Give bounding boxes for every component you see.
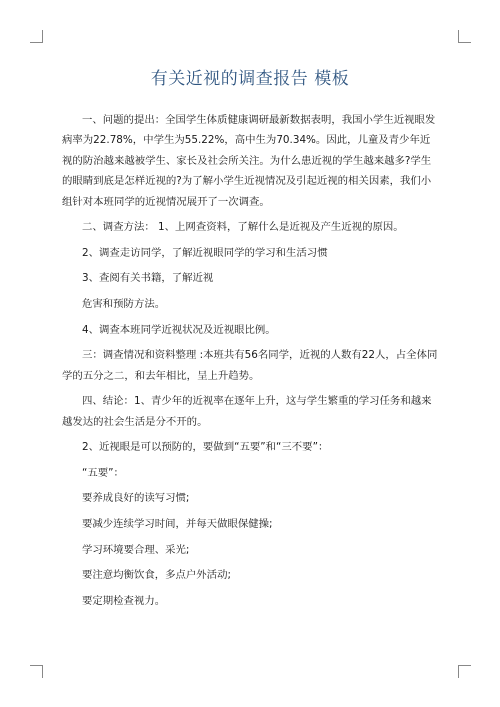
page-corner-mark-top-left [30, 30, 43, 43]
list-item: 要养成良好的读写习惯; [82, 492, 190, 505]
paragraph-method-4: 4、调查本班同学近视状况及近视眼比例。 [82, 323, 276, 336]
paragraph-problem: 一、问题的提出：全国学生体质健康调研最新数据表明，我国小学生近视眼发病率为22.78%，中学生为55.22%，高中生为70.34%。因此，儿童及青少年近视的防治越来越被学生、家长及社会所关注。为什么患近视的学生越来越多?学生的眼睛到底是怎样近视的?为了解小学生近视情况及引起近视的相关因素，我们小组针对本班同学的近视情况展开了一次调查。 [62, 114, 436, 208]
paragraph-five-musts-heading: “五要”： [82, 466, 124, 479]
paragraph-conclusion-1: 四、结论：1、青少年的近视率在逐年上升，这与学生繁重的学习任务和越来越发达的社会生活是分不开的。 [62, 395, 432, 428]
paragraph-survey-results: 三：调查情况和资料整理 :本班共有56名同学，近视的人数有22人，占全体同学的五分之二，和去年相比，呈上升趋势。 [62, 349, 438, 382]
list-item: 要注意均衡饮食，多点户外活动; [82, 569, 231, 582]
paragraph-method-3: 3、查阅有关书籍，了解近视 [82, 272, 214, 285]
list-item: 学习环境要合理、采光; [82, 543, 190, 556]
paragraph-method-1: 二、调查方法： 1、上网查资料，了解什么是近视及产生近视的原因。 [82, 221, 404, 234]
paragraph-method-2: 2、调查走访同学，了解近视眼同学的学习和生活习惯 [82, 246, 328, 259]
paragraph-method-3-cont: 危害和预防方法。 [82, 298, 166, 310]
page-corner-mark-bottom-right [458, 665, 471, 678]
page-corner-mark-top-right [458, 30, 471, 43]
list-item: 要定期检查视力。 [82, 594, 166, 607]
list-item: 要减少连续学习时间，并每天做眼保健操; [82, 517, 273, 530]
page-corner-mark-bottom-left [30, 665, 43, 678]
document-body [62, 110, 440, 616]
document-title: 有关近视的调查报告 模板 [150, 69, 350, 89]
paragraph-conclusion-2: 2、近视眼是可以预防的，要做到“五要”和“三不要”： [82, 441, 329, 454]
